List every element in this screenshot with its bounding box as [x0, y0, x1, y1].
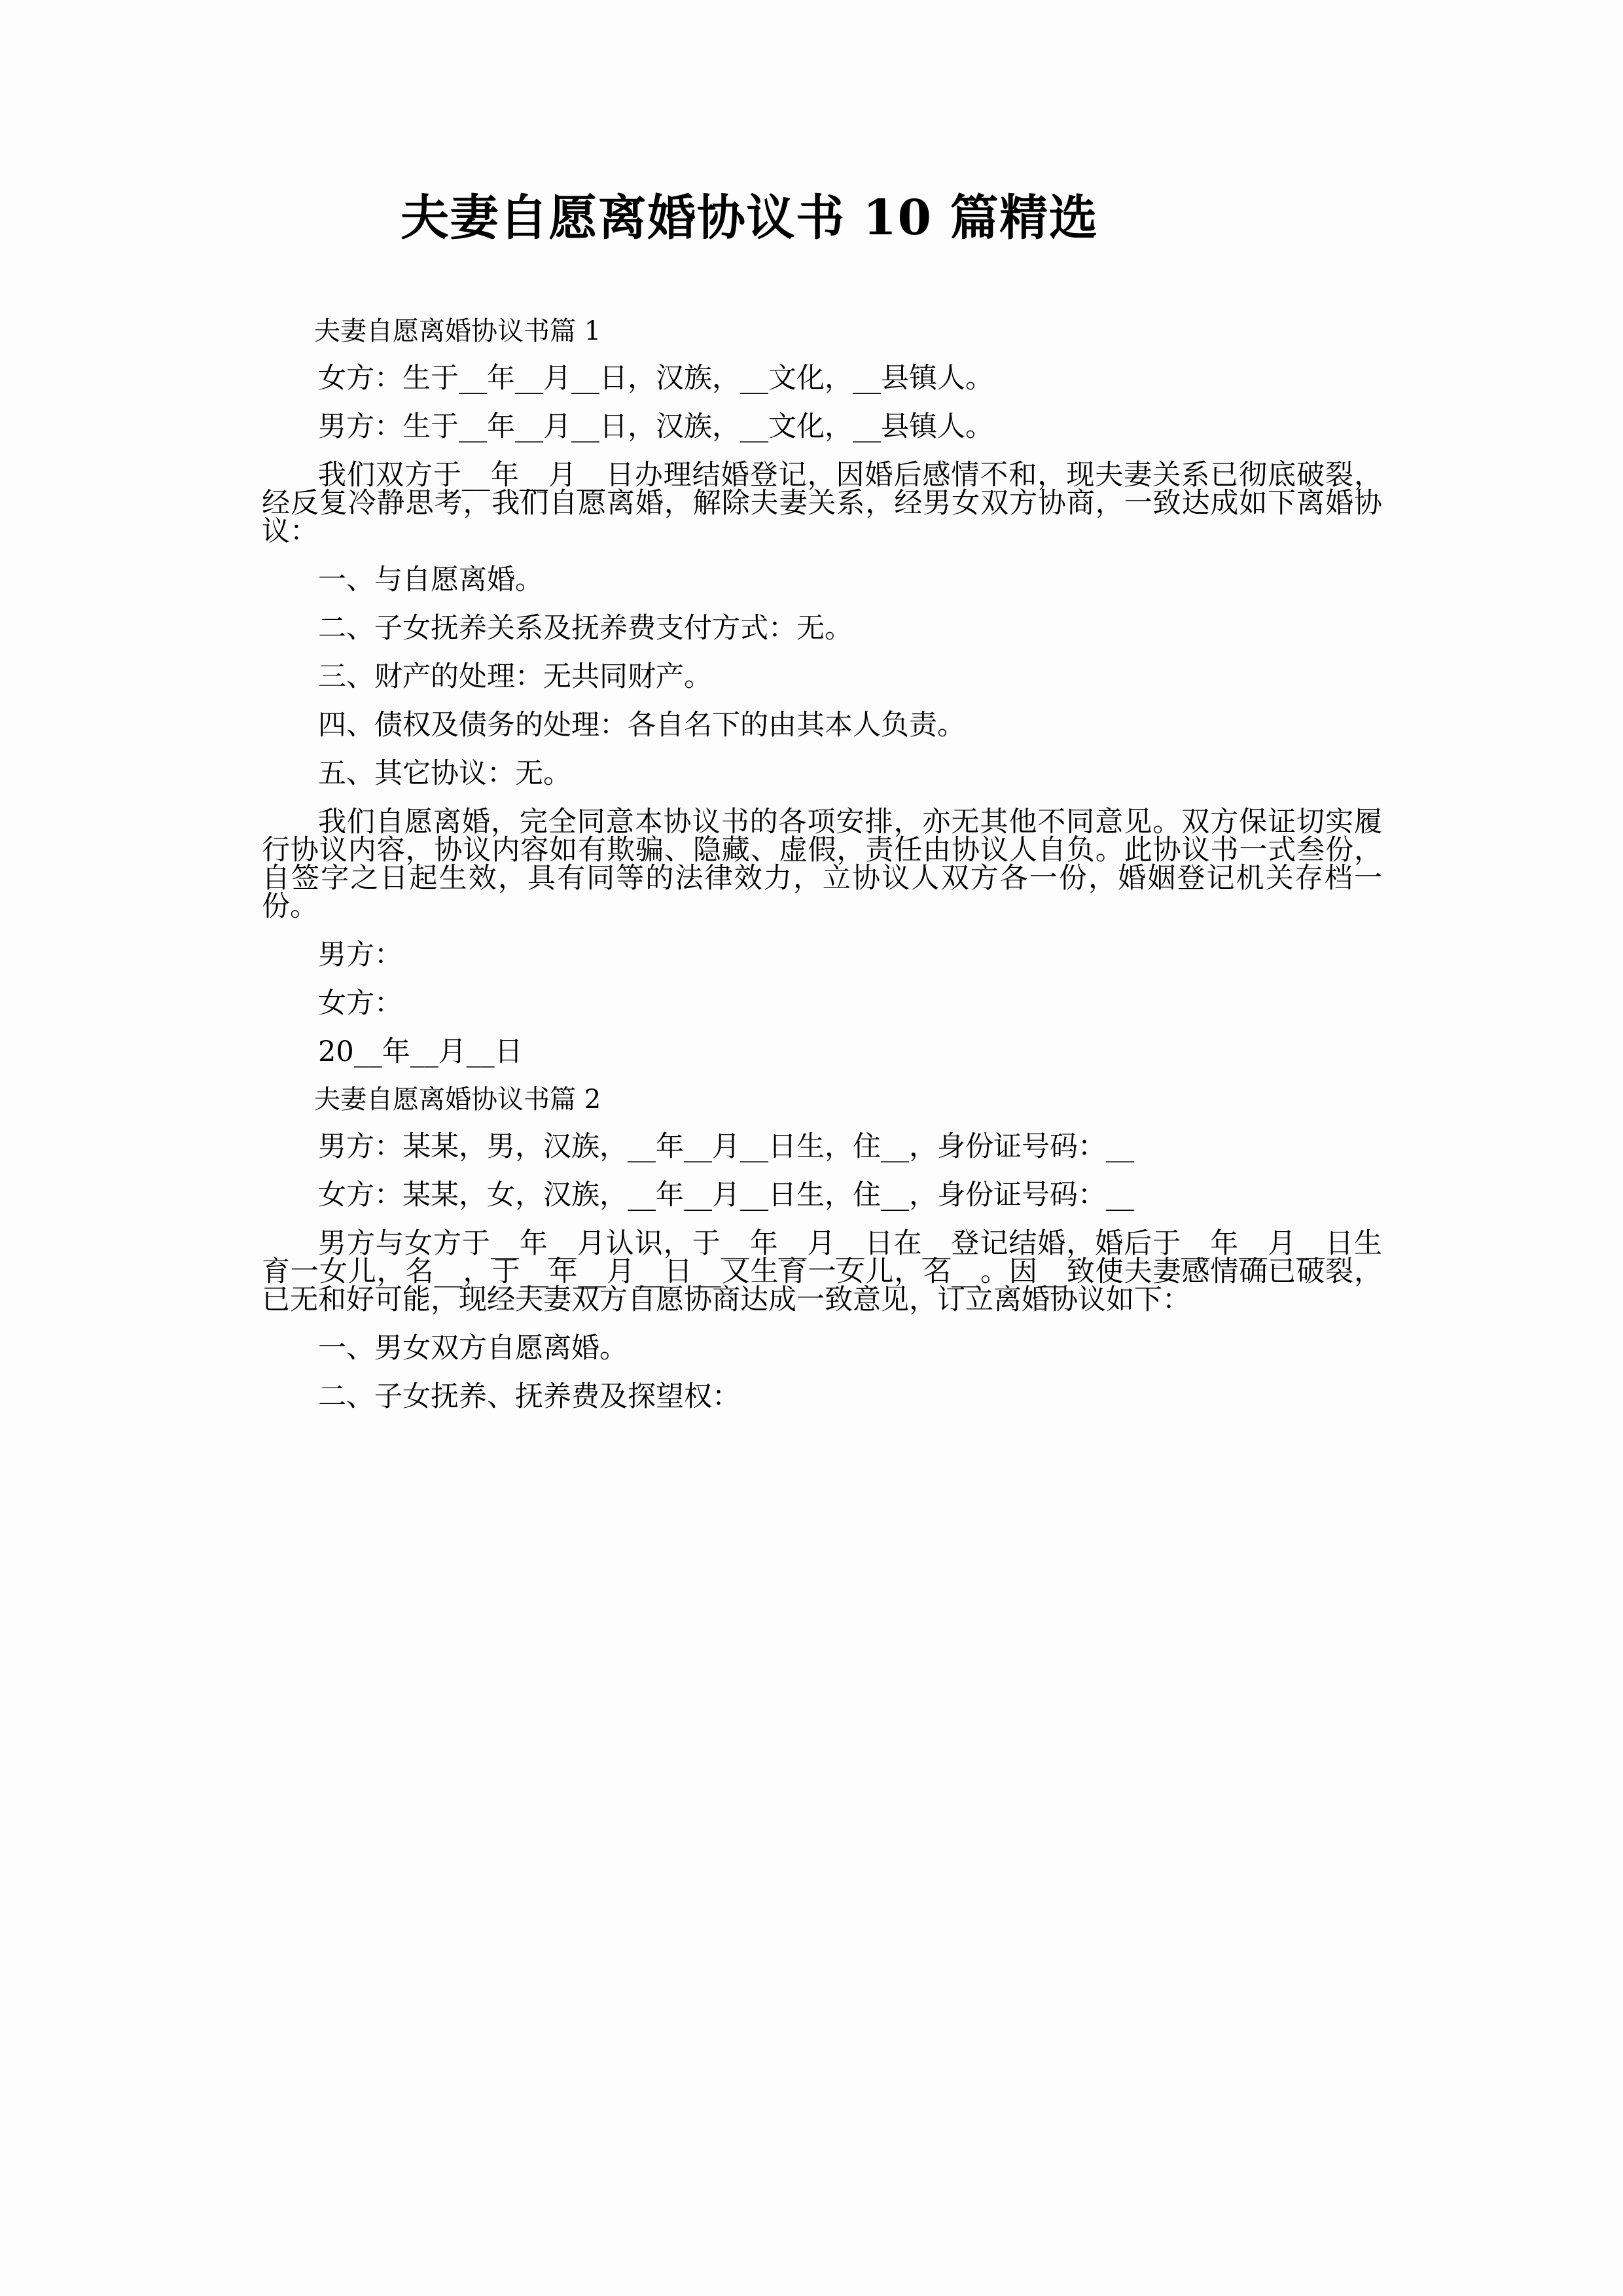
spacer [262, 969, 1382, 990]
paragraph-item: 三、财产的处理：无共同财产。 [318, 660, 712, 693]
paragraph: 男方与女方于__年__月认识，于__年__月__日在__登记结婚，婚后于__年__月__日生育一女儿，名__，于__年__月__日__又生育一女儿，名__。因__致使夫妻感情确已破裂，已无和好可能，现经夫妻双方自愿协商达成一致意见，订立离婚协议如下： [262, 1227, 1382, 1316]
paragraph-item: 二、子女抚养、抚养费及探望权： [318, 1380, 740, 1413]
document-content [262, 0, 1382, 1411]
paragraph-item: 一、男女双方自愿离婚。 [318, 1332, 628, 1365]
paragraph-item: 二、子女抚养关系及抚养费支付方式：无。 [318, 612, 853, 645]
spacer [262, 242, 1382, 318]
paragraph-item: 五、其它协议：无。 [318, 757, 571, 790]
spacer [262, 921, 1382, 941]
paragraph: 男方：某某，男，汉族，__年__月__日生，住__，身份证号码：__ [318, 1130, 1134, 1163]
section-heading-2: 夫妻自愿离婚协议书篇 2 [314, 1085, 601, 1115]
paragraph: 我们双方于__年__月__日办理结婚登记，因婚后感情不和，现夫妻关系已彻底破裂，经反复冷静思考，我们自愿离婚，解除夫妻关系，经男女双方协商，一致达成如下离婚协议： [262, 459, 1382, 548]
section-heading-1: 夫妻自愿离婚协议书篇 1 [314, 316, 601, 346]
paragraph: 我们自愿离婚，完全同意本协议书的各项安排，亦无其他不同意见。双方保证切实履行协议内容，协议内容如有欺骗、隐藏、虚假，责任由协议人自负。此协议书一式叁份，自签字之日起生效，具有同等的法律效力，立协议人双方各一份，婚姻登记机关存档一份。 [262, 806, 1382, 923]
paragraph: 女方：某某，女，汉族，__年__月__日生，住__，身份证号码：__ [318, 1179, 1134, 1211]
signature-male: 男方： [318, 939, 402, 971]
paragraph-item: 一、与自愿离婚。 [318, 564, 543, 596]
signature-date: 20__年__月__日 [318, 1035, 523, 1068]
page-title: 夫妻自愿离婚协议书 10 篇精选 [401, 190, 1099, 246]
signature-female: 女方： [318, 987, 402, 1020]
spacer [262, 1066, 1382, 1086]
paragraph-item: 四、债权及债务的处理：各自名下的由其本人负责。 [318, 709, 965, 742]
paragraph: 男方：生于__年__月__日，汉族，__文化，__县镇人。 [318, 410, 993, 443]
paragraph: 女方：生于__年__月__日，汉族，__文化，__县镇人。 [318, 362, 993, 395]
